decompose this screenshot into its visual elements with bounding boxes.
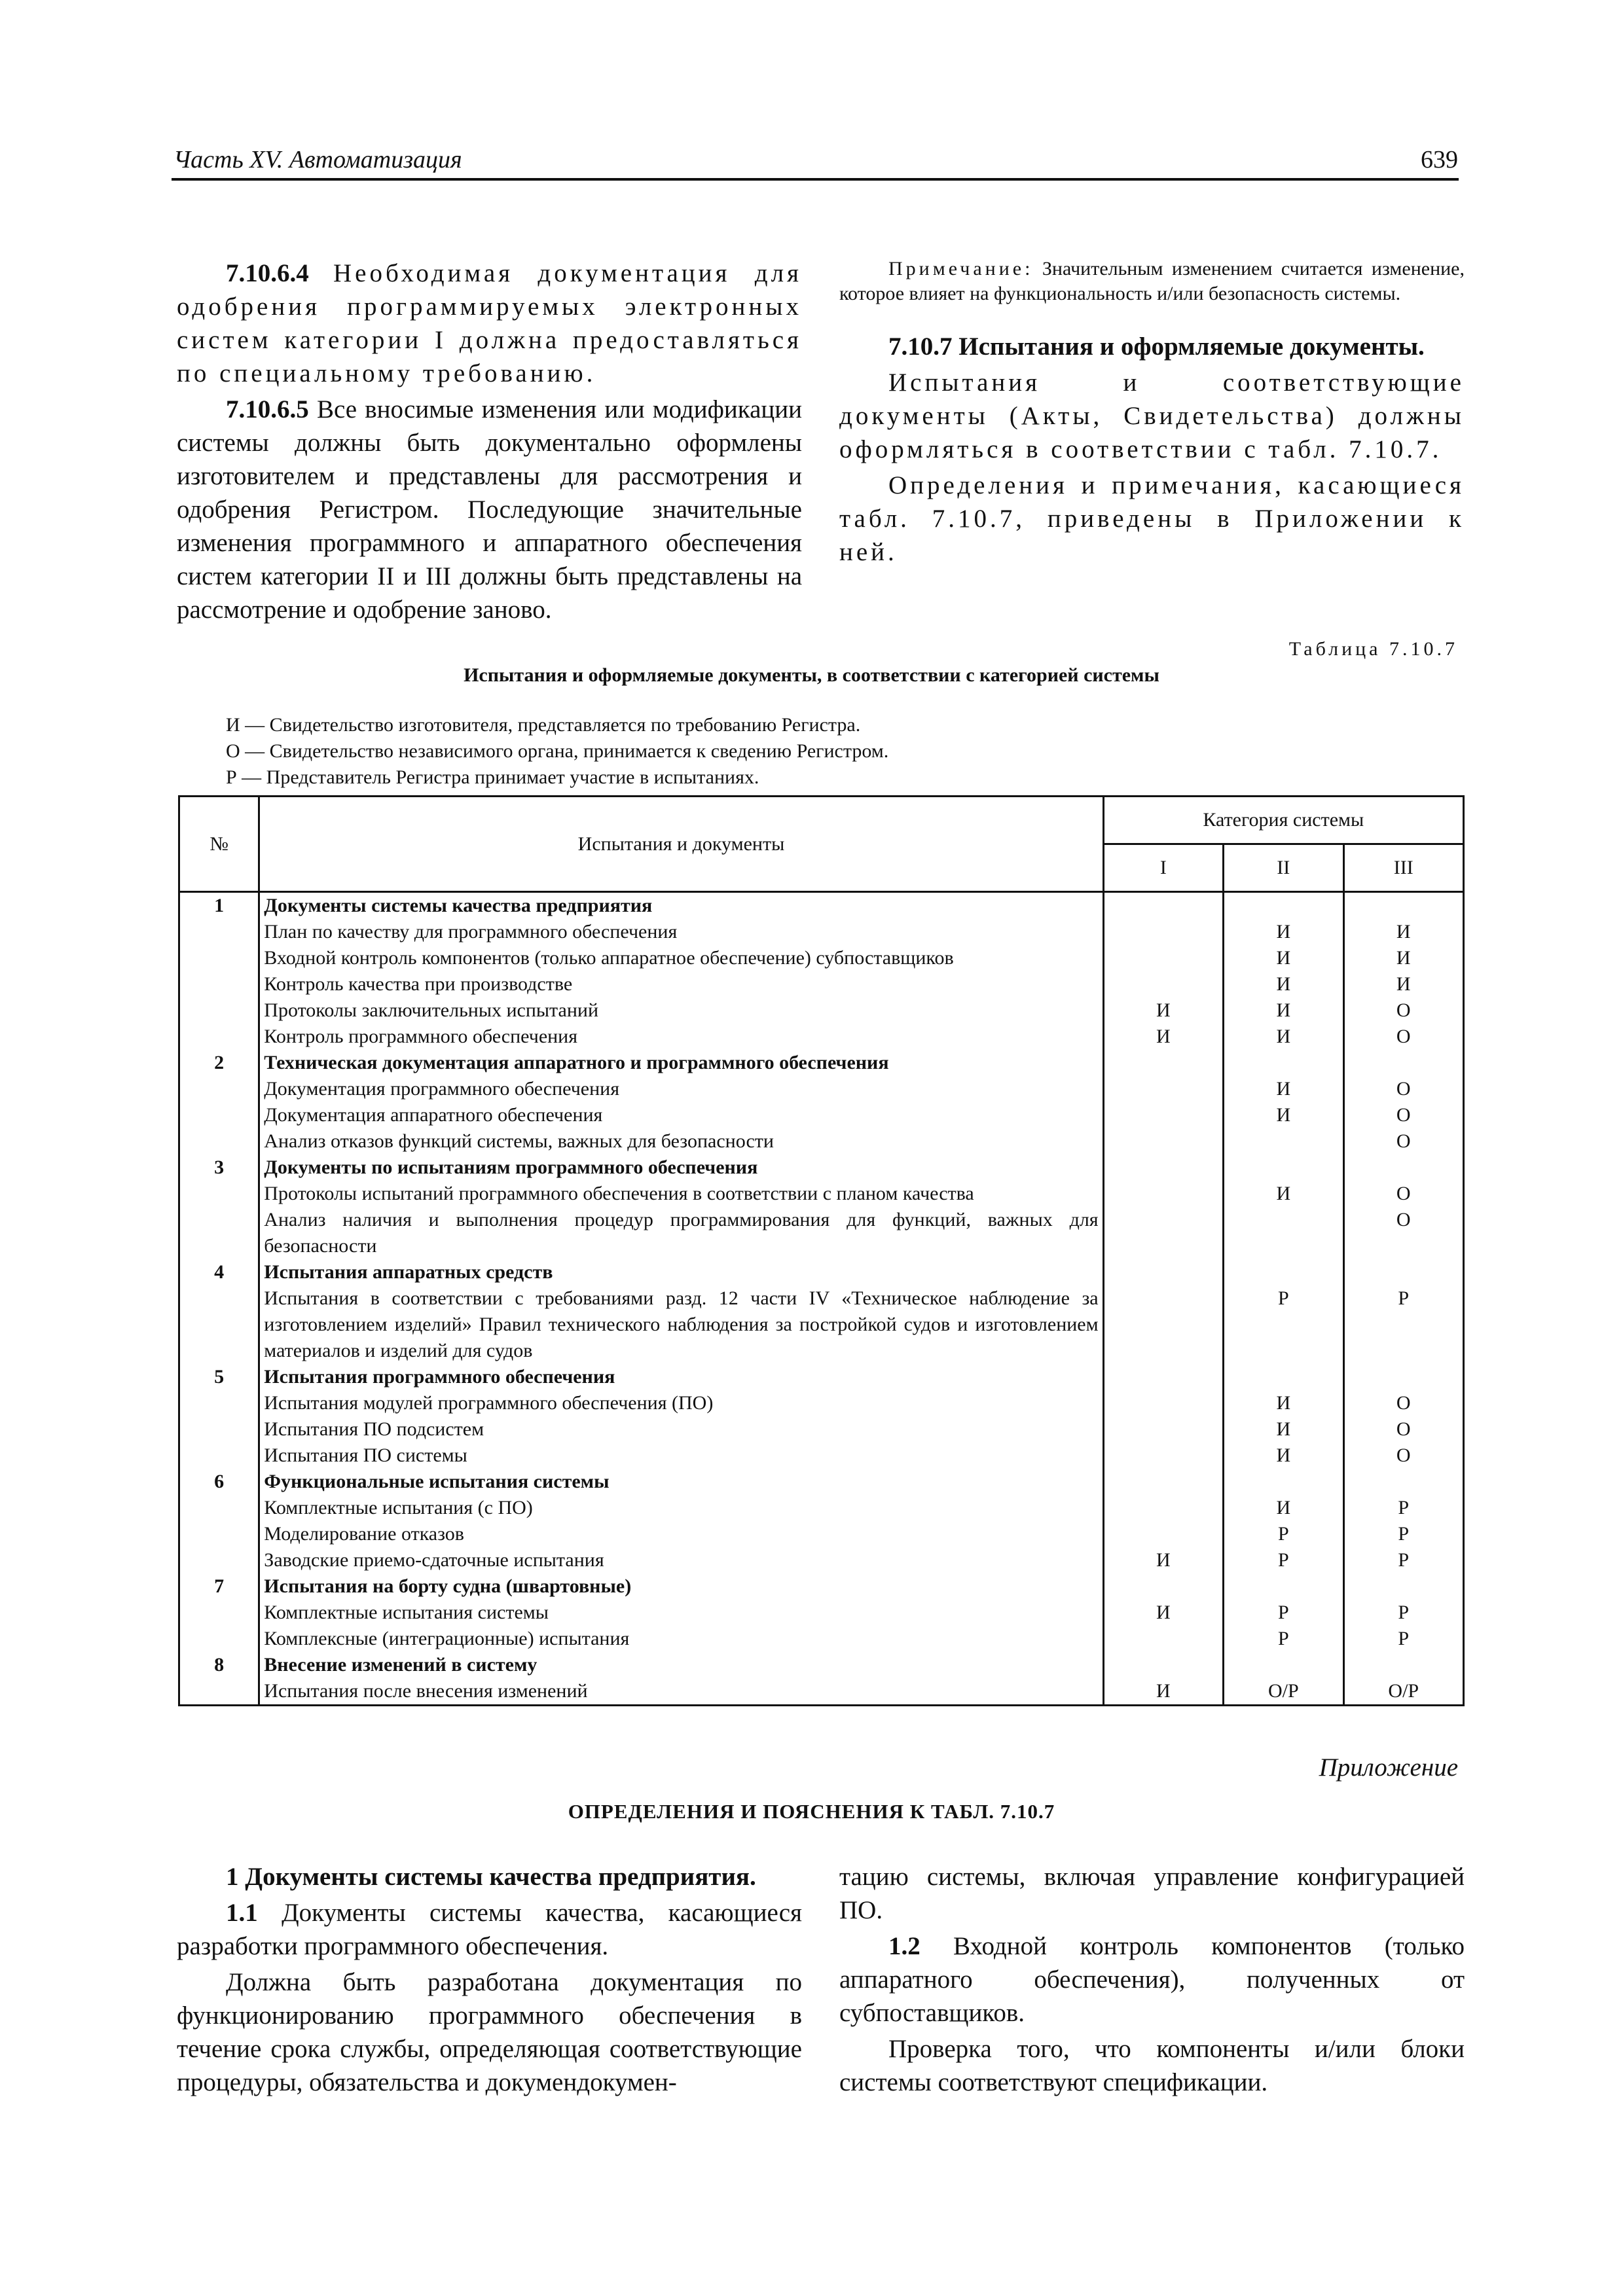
cat-3-value: Р bbox=[1398, 1602, 1410, 1623]
row-number: 6 bbox=[214, 1471, 225, 1492]
cat-3-value bbox=[1349, 1050, 1459, 1076]
paragraph-number: 1.2 bbox=[888, 1932, 921, 1960]
cat-2-value: И bbox=[1276, 1418, 1291, 1440]
cat-1-value bbox=[1108, 919, 1218, 945]
row-number bbox=[184, 945, 254, 971]
row-number bbox=[184, 1181, 254, 1207]
cat-3-value bbox=[1349, 1259, 1459, 1285]
row-number bbox=[184, 1521, 254, 1547]
note bbox=[839, 257, 1465, 306]
cat-1-value bbox=[1108, 1259, 1218, 1285]
row-number: 1 bbox=[214, 895, 225, 916]
cat-1-value: И bbox=[1156, 1680, 1171, 1702]
cat-2-value bbox=[1228, 1050, 1338, 1076]
cat-1-value bbox=[1108, 1626, 1218, 1652]
header-cat-2: II bbox=[1224, 844, 1343, 892]
table-section-heading: Внесение изменений в систему bbox=[264, 1654, 538, 1676]
row-number bbox=[184, 1102, 254, 1128]
table-item-text: Протоколы заключительных испытаний bbox=[264, 999, 599, 1021]
section-paragraph-2: Определения и примечания, касающиеся табл. 7.10.7, приведены в Приложении к ней. bbox=[839, 471, 1465, 566]
paragraph-text: Документы системы качества, касающиеся разработки программного обеспечения. bbox=[177, 1899, 802, 1960]
row-number: 8 bbox=[214, 1654, 225, 1676]
row-number bbox=[184, 1495, 254, 1521]
cat-2-value: Р bbox=[1277, 1602, 1289, 1623]
cat-2-value bbox=[1228, 893, 1338, 919]
cat-2-value: И bbox=[1276, 1078, 1291, 1100]
cat-3-value: Р bbox=[1398, 1287, 1410, 1309]
appendix-label: Приложение bbox=[1319, 1753, 1458, 1782]
cat-1-value: И bbox=[1156, 1602, 1171, 1623]
cat-1-value bbox=[1108, 1181, 1218, 1207]
row-number bbox=[184, 1626, 254, 1652]
table-section-heading: Техническая документация аппаратного и программного обеспечения bbox=[264, 1052, 889, 1073]
cat-1-value bbox=[1108, 1155, 1218, 1181]
cat-2-value bbox=[1228, 1207, 1338, 1259]
cat-3-value bbox=[1349, 1364, 1459, 1390]
section-paragraph-1: Испытания и соответствующие документы (Акты, Свидетельства) должны оформляться в соответствии с табл. 7.10.7. bbox=[839, 368, 1465, 463]
cat-2-value: Р bbox=[1277, 1523, 1289, 1545]
table-header-row bbox=[179, 797, 1464, 844]
row-number bbox=[184, 1443, 254, 1469]
cat-3-value: И bbox=[1396, 947, 1411, 969]
row-number bbox=[184, 1285, 254, 1364]
cat-2-value: Р bbox=[1277, 1549, 1289, 1571]
header-cat-3: III bbox=[1343, 844, 1463, 892]
cat-1-value bbox=[1108, 1469, 1218, 1495]
row-number bbox=[184, 997, 254, 1024]
appendix-paragraph-4: Проверка того, что компоненты и/или блоки системы соответствуют спецификации. bbox=[839, 2035, 1465, 2096]
cat-1-column bbox=[1103, 892, 1223, 1706]
table-section-heading: Функциональные испытания системы bbox=[264, 1471, 610, 1492]
cat-2-value: И bbox=[1276, 1497, 1291, 1518]
note-label: Примечание: bbox=[888, 258, 1034, 279]
row-number: 5 bbox=[214, 1366, 225, 1388]
cat-1-value bbox=[1108, 893, 1218, 919]
header-divider bbox=[172, 178, 1459, 181]
paragraph-7-10-6-5 bbox=[177, 393, 802, 626]
cat-3-value: Р bbox=[1398, 1497, 1410, 1518]
bottom-left-column bbox=[177, 1860, 802, 2099]
paragraph-number: 1.1 bbox=[226, 1899, 258, 1927]
row-number bbox=[184, 1076, 254, 1102]
cat-2-value: И bbox=[1276, 1104, 1291, 1126]
cat-2-value: И bbox=[1276, 1026, 1291, 1047]
cat-3-value: Р bbox=[1398, 1628, 1410, 1649]
paragraph-text: Необходимая документация для одобрения программируемых электронных систем категории I должна предоставляться по специальному требованию. bbox=[177, 259, 802, 387]
table-item-text: Комплексные (интеграционные) испытания bbox=[264, 1628, 630, 1649]
row-number: 7 bbox=[214, 1575, 225, 1597]
table-item-text: Испытания ПО системы bbox=[264, 1444, 467, 1466]
top-right-column bbox=[839, 257, 1465, 569]
cat-3-value bbox=[1349, 893, 1459, 919]
cat-1-value bbox=[1108, 1364, 1218, 1390]
cat-3-value bbox=[1349, 1155, 1459, 1181]
cat-3-column bbox=[1343, 892, 1463, 1706]
table-item-text: Анализ наличия и выполнения процедур программирования для функций, важных для безопасности bbox=[264, 1209, 1099, 1257]
table-section-heading: Документы системы качества предприятия bbox=[264, 895, 653, 916]
cat-3-value: О bbox=[1396, 1418, 1411, 1440]
cat-2-value bbox=[1228, 1364, 1338, 1390]
table-caption: Таблица 7.10.7 bbox=[1288, 638, 1458, 660]
cat-1-value bbox=[1108, 1495, 1218, 1521]
cat-2-value: И bbox=[1276, 973, 1291, 995]
header-tests: Испытания и документы bbox=[259, 797, 1103, 892]
paragraph-number: 7.10.6.5 bbox=[226, 395, 309, 423]
cat-2-value: И bbox=[1276, 1444, 1291, 1466]
cat-3-value: О bbox=[1396, 1209, 1411, 1230]
cat-3-value: И bbox=[1396, 973, 1411, 995]
row-number bbox=[184, 1600, 254, 1626]
row-number bbox=[184, 1678, 254, 1704]
paragraph-text: Входной контроль компонентов (только аппаратного обеспечения), полученных от субпоставщиков. bbox=[839, 1932, 1465, 2027]
table-item-text: Анализ отказов функций системы, важных для безопасности bbox=[264, 1130, 774, 1152]
tests-table bbox=[178, 795, 1465, 1706]
cat-1-value bbox=[1108, 1416, 1218, 1443]
row-number bbox=[184, 1024, 254, 1050]
table-item-text: Испытания в соответствии с требованиями разд. 12 части IV «Техническое наблюдение за изготовлением изделий» Правил технического наблюдения за постройкой судов и изготовлением материалов и изделий для судов bbox=[264, 1287, 1099, 1361]
row-number: 2 bbox=[214, 1052, 225, 1073]
paragraph-text: Все вносимые изменения или модификации системы должны быть документально оформлены изготовителем и представлены для рассмотрения и одобрения Регистром. Последующие значительные изменения программного и аппаратного обеспечения систем категории II и III должны быть представлены на рассмотрение и одобрение заново. bbox=[177, 395, 802, 624]
table-item-text: План по качеству для программного обеспечения bbox=[264, 921, 678, 942]
cat-2-column bbox=[1224, 892, 1343, 1706]
table-item-text: Контроль программного обеспечения bbox=[264, 1026, 578, 1047]
appendix-paragraph-1-2 bbox=[839, 1929, 1465, 2030]
table-item-text: Испытания модулей программного обеспечения (ПО) bbox=[264, 1392, 714, 1414]
cat-3-value bbox=[1349, 1469, 1459, 1495]
appendix-paragraph-1-1 bbox=[177, 1896, 802, 1963]
cat-3-value: О bbox=[1396, 1078, 1411, 1100]
table-body-row bbox=[179, 892, 1464, 1706]
bottom-right-column bbox=[839, 1860, 1465, 2099]
table-item-text: Контроль качества при производстве bbox=[264, 973, 573, 995]
num-column bbox=[179, 892, 259, 1706]
table-item-text: Испытания после внесения изменений bbox=[264, 1680, 588, 1702]
cat-2-value: И bbox=[1276, 947, 1291, 969]
cat-3-value: О bbox=[1396, 1104, 1411, 1126]
tests-column bbox=[259, 892, 1103, 1706]
row-number bbox=[184, 971, 254, 997]
cat-2-value bbox=[1228, 1652, 1338, 1678]
cat-1-value: И bbox=[1156, 1026, 1171, 1047]
cat-1-value: И bbox=[1156, 999, 1171, 1021]
note-text: Значительным изменением считается изменение, которое влияет на функциональность и/или безопасность системы. bbox=[839, 258, 1465, 304]
row-number bbox=[184, 1416, 254, 1443]
header-category: Категория системы bbox=[1103, 797, 1463, 844]
cat-3-value: О bbox=[1396, 1183, 1411, 1204]
cat-2-value: И bbox=[1276, 1183, 1291, 1204]
cat-2-value bbox=[1228, 1259, 1338, 1285]
table-section-heading: Испытания на борту судна (швартовные) bbox=[264, 1575, 632, 1597]
top-left-column bbox=[177, 257, 802, 626]
cat-1-value: И bbox=[1156, 1549, 1171, 1571]
cat-1-value bbox=[1108, 1102, 1218, 1128]
cat-3-value: О bbox=[1396, 1444, 1411, 1466]
cat-1-value bbox=[1108, 1443, 1218, 1469]
table-item-text: Моделирование отказов bbox=[264, 1523, 464, 1545]
cat-1-value bbox=[1108, 945, 1218, 971]
cat-2-value bbox=[1228, 1128, 1338, 1155]
cat-3-value: О bbox=[1396, 1392, 1411, 1414]
row-number bbox=[184, 919, 254, 945]
cat-1-value bbox=[1108, 1573, 1218, 1600]
table-item-text: Документация программного обеспечения bbox=[264, 1078, 620, 1100]
cat-1-value bbox=[1108, 1050, 1218, 1076]
cat-1-value bbox=[1108, 1128, 1218, 1155]
cat-1-value bbox=[1108, 1207, 1218, 1259]
cat-3-value: О bbox=[1396, 999, 1411, 1021]
table-item-text: Комплектные испытания системы bbox=[264, 1602, 549, 1623]
cat-3-value: О bbox=[1396, 1026, 1411, 1047]
cat-1-value bbox=[1108, 1521, 1218, 1547]
cat-2-value: И bbox=[1276, 999, 1291, 1021]
legend-item: Р — Представитель Регистра принимает участие в испытаниях. bbox=[226, 766, 759, 788]
cat-3-value bbox=[1349, 1573, 1459, 1600]
appendix-heading: 1 Документы системы качества предприятия. bbox=[226, 1863, 756, 1891]
row-number bbox=[184, 1547, 254, 1573]
cat-2-value bbox=[1228, 1155, 1338, 1181]
cat-3-value: И bbox=[1396, 921, 1411, 942]
cat-2-value: Р bbox=[1277, 1628, 1289, 1649]
cat-2-value: И bbox=[1276, 1392, 1291, 1414]
cat-1-value bbox=[1108, 1652, 1218, 1678]
row-number: 3 bbox=[214, 1157, 225, 1178]
header-cat-1: I bbox=[1103, 844, 1223, 892]
row-number: 4 bbox=[214, 1261, 225, 1283]
cat-3-value: Р bbox=[1398, 1549, 1410, 1571]
cat-3-value: О bbox=[1396, 1130, 1411, 1152]
table-legend bbox=[226, 712, 888, 791]
row-number bbox=[184, 1128, 254, 1155]
row-number bbox=[184, 1207, 254, 1259]
running-header-title: Часть XV. Автоматизация bbox=[173, 146, 462, 173]
header-num: № bbox=[179, 797, 259, 892]
cat-2-value: О/Р bbox=[1267, 1680, 1299, 1702]
table-section-heading: Документы по испытаниям программного обеспечения bbox=[264, 1157, 758, 1178]
table-item-text: Комплектные испытания (с ПО) bbox=[264, 1497, 533, 1518]
cat-2-value bbox=[1228, 1573, 1338, 1600]
appendix-paragraph-2: Должна быть разработана документация по функционированию программного обеспечения в течение срока службы, определяющая соответствующие процедуры, обязательства и докумендокумен- bbox=[177, 1968, 802, 2096]
table-section-heading: Испытания аппаратных средств bbox=[264, 1261, 553, 1283]
cat-2-value bbox=[1228, 1469, 1338, 1495]
table-item-text: Документация аппаратного обеспечения bbox=[264, 1104, 603, 1126]
cat-3-value: Р bbox=[1398, 1523, 1410, 1545]
legend-item: И — Свидетельство изготовителя, представляется по требованию Регистра. bbox=[226, 714, 861, 736]
cat-1-value bbox=[1108, 1285, 1218, 1364]
table-title: Испытания и оформляемые документы, в соответствии с категорией системы bbox=[464, 664, 1159, 686]
table-item-text: Испытания ПО подсистем bbox=[264, 1418, 484, 1440]
page-number: 639 bbox=[1421, 146, 1458, 173]
cat-3-value bbox=[1349, 1652, 1459, 1678]
row-number bbox=[184, 1390, 254, 1416]
cat-3-value: О/Р bbox=[1388, 1680, 1419, 1702]
paragraph-number: 7.10.6.4 bbox=[226, 259, 309, 287]
table-item-text: Заводские приемо-сдаточные испытания bbox=[264, 1549, 604, 1571]
paragraph-7-10-6-4 bbox=[177, 257, 802, 390]
appendix-paragraph-2-continued: тацию системы, включая управление конфигурацией ПО. bbox=[839, 1863, 1465, 1924]
legend-item: О — Свидетельство независимого органа, принимается к сведению Регистром. bbox=[226, 740, 889, 762]
cat-1-value bbox=[1108, 1076, 1218, 1102]
cat-1-value bbox=[1108, 971, 1218, 997]
section-heading: 7.10.7 Испытания и оформляемые документы. bbox=[888, 332, 1425, 361]
table-item-text: Входной контроль компонентов (только аппаратное обеспечение) субпоставщиков bbox=[264, 947, 954, 969]
cat-2-value: И bbox=[1276, 921, 1291, 942]
table-section-heading: Испытания программного обеспечения bbox=[264, 1366, 615, 1388]
cat-1-value bbox=[1108, 1390, 1218, 1416]
appendix-title: ОПРЕДЕЛЕНИЯ И ПОЯСНЕНИЯ К ТАБЛ. 7.10.7 bbox=[568, 1800, 1055, 1823]
table-item-text: Протоколы испытаний программного обеспечения в соответствии с планом качества bbox=[264, 1183, 974, 1204]
cat-2-value: Р bbox=[1277, 1287, 1289, 1309]
